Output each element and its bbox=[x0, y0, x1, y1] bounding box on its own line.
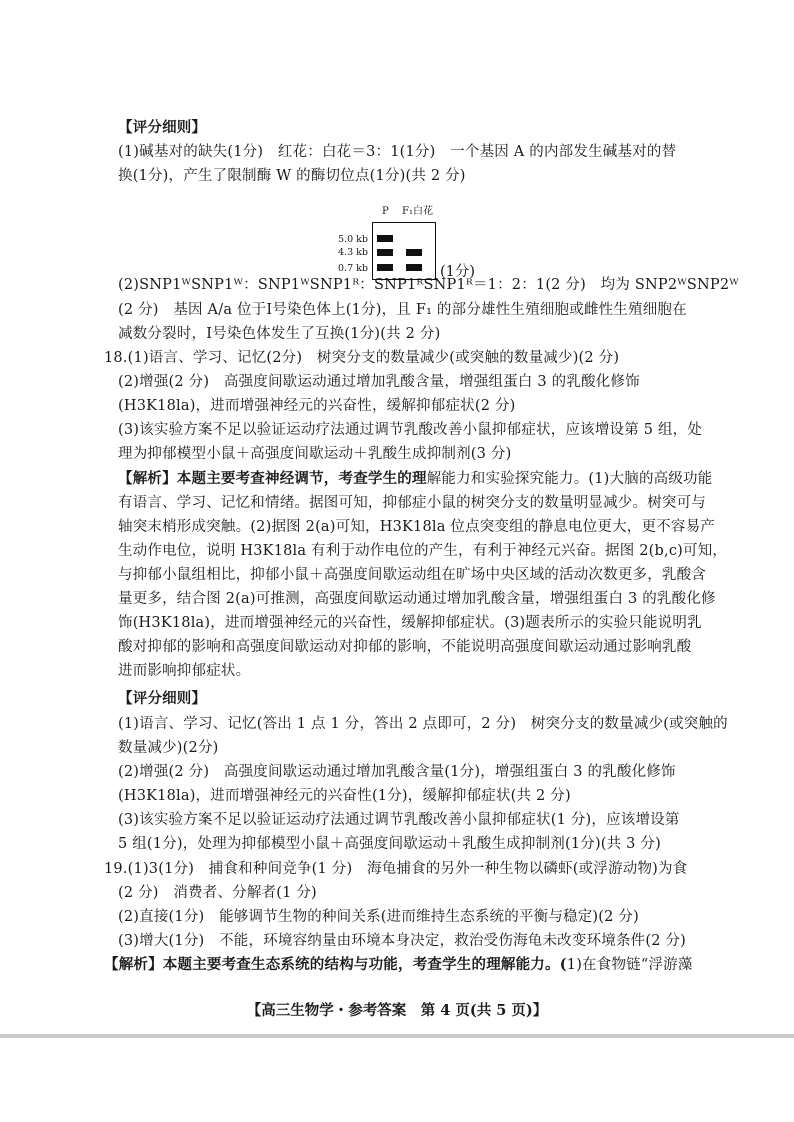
text-line bbox=[104, 954, 693, 976]
text-line: 【评分细则】 bbox=[118, 690, 207, 707]
text-line: (2)增强(2 分) 高强度间歇运动通过增加乳酸含量(1分)，增强组蛋白 3 的乳酸化修饰 bbox=[118, 764, 676, 780]
text-line: (H3K18la)，进而增强神经元的兴奋性，缓解抑郁症状(2 分) bbox=[118, 398, 516, 414]
gel-size-label: 0.7 kb bbox=[338, 263, 368, 274]
text-line: 理为抑郁模型小鼠＋高强度间歇运动＋乳酸生成抑制剂(3 分) bbox=[118, 446, 512, 462]
text-line: (3)该实验方案不足以验证运动疗法通过调节乳酸改善小鼠抑郁症状(1 分)，应该增设第 bbox=[118, 812, 680, 828]
gel-size-label: 4.3 kb bbox=[338, 247, 368, 258]
text-line: (2)直接(1分) 能够调节生物的种间关系(进而维持生态系统的平衡与稳定)(2 分) bbox=[118, 909, 639, 925]
gel-band bbox=[406, 249, 422, 256]
text-line: (2 分) 消费者、分解者(1 分) bbox=[118, 885, 317, 901]
text-line: 有语言、学习、记忆和情绪。据图可知，抑郁症小鼠的树突分支的数量明显减少。树突可与 bbox=[118, 495, 706, 511]
gel-band bbox=[377, 249, 393, 256]
text-line: 酸对抑郁的影响和高强度间歇运动对抑郁的影响，不能说明高强度间歇运动通过影响乳酸 bbox=[118, 639, 692, 655]
text-line: 量更多，结合图 2(a)可推测，高强度间歇运动通过增加乳酸含量，增强组蛋白 3 的乳酸化修 bbox=[118, 591, 716, 607]
gel-size-label: 5.0 kb bbox=[338, 234, 368, 245]
text-line: (2 分) 基因 A/a 位于Ⅰ号染色体上(1分)，且 F₁ 的部分雄性生殖细胞或雌性生殖细胞在 bbox=[118, 302, 687, 318]
gel-band bbox=[377, 264, 393, 271]
analysis-heading: 【解析】本题主要考查生态系统的结构与功能，考查学生的理解能力。( bbox=[104, 956, 567, 973]
analysis-text: 解能力和实验探究能力。(1)大脑的高级功能 bbox=[426, 471, 713, 487]
gel-col-p-label: P bbox=[382, 206, 389, 217]
text-line: 生动作电位，说明 H3K18la 有利于动作电位的产生，有利于神经元兴奋。据图 2(b,c)可知， bbox=[118, 543, 728, 559]
text-line: 5 组(1分)，处理为抑郁模型小鼠＋高强度间歇运动＋乳酸生成抑制剂(1分)(共 3 分) bbox=[118, 836, 661, 852]
text-line: 换(1分)，产生了限制酶 W 的酶切位点(1分)(共 2 分) bbox=[118, 168, 466, 184]
gel-band bbox=[406, 264, 422, 271]
text-line: 轴突末梢形成突触。(2)据图 2(a)可知，H3K18la 位点突变组的静息电位更大，更不容易产 bbox=[118, 519, 715, 535]
text-line: (1)碱基对的缺失(1分) 红花：白花＝3：1(1分) 一个基因 A 的内部发生碱基对的替 bbox=[118, 144, 677, 160]
text-line: 18.(1)语言、学习、记忆(2分) 树突分支的数量减少(或突触的数量减少)(2 分) bbox=[104, 350, 620, 366]
gel-score: (1分) bbox=[440, 264, 476, 280]
text-line: 进而影响抑郁症状。 bbox=[118, 663, 251, 679]
text-line: (3)该实验方案不足以验证运动疗法通过调节乳酸改善小鼠抑郁症状，应该增设第 5 组，处 bbox=[118, 422, 703, 438]
gel-band bbox=[377, 235, 393, 242]
analysis-text: 1)在食物链“浮游藻 bbox=[566, 957, 693, 973]
gel-electrophoresis-figure bbox=[338, 204, 488, 284]
analysis-heading: 【解析】本题主要考查神经调节，考查学生的理 bbox=[118, 470, 427, 487]
text-line: (1)语言、学习、记忆(答出 1 点 1 分，答出 2 点即可，2 分) 树突分支的数量减少(或突触的 bbox=[118, 716, 728, 732]
text-line: 饰(H3K18la)，进而增强神经元的兴奋性，缓解抑郁症状。(3)题表所示的实验只能说明乳 bbox=[118, 615, 702, 631]
text-line: (H3K18la)，进而增强神经元的兴奋性(1分)，缓解抑郁症状(共 2 分) bbox=[118, 788, 571, 804]
text-line: (2)SNP1ᵂSNP1ᵂ：SNP1ᵂSNP1ᴿ：SNP1ᴿSNP1ᴿ＝1：2：1(2 分) 均为 SNP2ᵂSNP2ᵂ bbox=[118, 277, 739, 293]
text-line: 19.(1)3(1分) 捕食和种间竞争(1 分) 海龟捕食的另外一种生物以磷虾(或浮游动物)为食 bbox=[104, 861, 688, 877]
text-line: 与抑郁小鼠组相比，抑郁小鼠＋高强度间歇运动组在旷场中央区域的活动次数更多，乳酸含 bbox=[118, 567, 706, 583]
text-line bbox=[118, 468, 712, 490]
text-line: 数量减少)(2分) bbox=[118, 740, 219, 756]
text-line: 减数分裂时，Ⅰ号染色体发生了互换(1分)(共 2 分) bbox=[118, 326, 441, 342]
gel-frame bbox=[372, 222, 436, 280]
gel-col-f1-label: F₁白花 bbox=[402, 206, 433, 217]
page-edge-divider bbox=[0, 1034, 794, 1038]
text-line: (3)增大(1分) 不能，环境容纳量由环境本身决定，救治受伤海龟未改变环境条件(2 分) bbox=[118, 933, 687, 949]
text-line: (2)增强(2 分) 高强度间歇运动通过增加乳酸含量，增强组蛋白 3 的乳酸化修饰 bbox=[118, 374, 640, 390]
text-line: 【评分细则】 bbox=[118, 119, 207, 136]
page-footer: 【高三生物学・参考答案 第 4 页(共 5 页)】 bbox=[246, 1002, 548, 1019]
